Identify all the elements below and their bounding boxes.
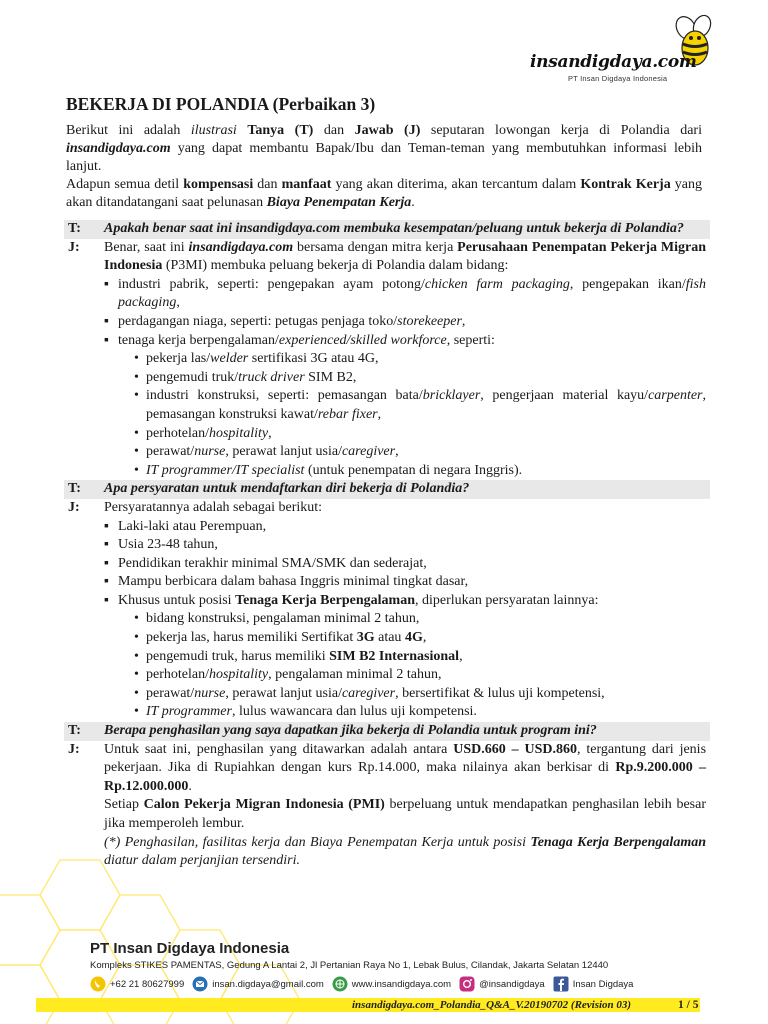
- list-item: ▪ Mampu berbicara dalam bahasa Inggris minimal tingkat dasar,: [104, 573, 706, 592]
- question-row: [64, 220, 710, 239]
- answer-content: [104, 741, 710, 871]
- requirement-list: [104, 518, 706, 723]
- question-text: Apakah benar saat ini insandigdaya.com membuka kesempatan/peluang untuk bekerja di Polandia?: [104, 221, 684, 236]
- question-label: T:: [68, 221, 81, 236]
- intro-section: [66, 122, 702, 212]
- page-number: 1 / 5: [678, 999, 699, 1011]
- list-item: [104, 332, 706, 481]
- sub-list-item: • bidang konstruksi, pengalaman minimal 2 tahun,: [132, 610, 706, 629]
- list-item: ▪ Laki-laki atau Perempuan,: [104, 518, 706, 537]
- sub-list-item: • pengemudi truk, harus memiliki SIM B2 Internasional,: [132, 648, 706, 667]
- answer-text-2: Setiap Calon Pekerja Migran Indonesia (PMI) berpeluang untuk mendapatkan penghasilan lebih besar jika memperoleh lembur.: [104, 797, 706, 831]
- footnote: (*) Penghasilan, fasilitas kerja dan Biaya Penempatan Kerja untuk posisi Tenaga Kerja Berpengalaman diatur dalam perjanjian tersendiri.: [104, 834, 706, 869]
- contact-email[interactable]: [192, 976, 324, 992]
- contact-facebook[interactable]: [553, 976, 634, 992]
- answer-row: [64, 741, 710, 871]
- contact-instagram-text: @insandigdaya: [479, 978, 545, 990]
- company-logo: [530, 14, 720, 84]
- intro-paragraph-2: Adapun semua detil kompensasi dan manfaat yang akan diterima, akan tercantum dalam Kontrak Kerja yang akan ditandatangani saat pelunasan Biaya Penempatan Kerja.: [66, 177, 703, 210]
- list-item: ▪ Pendidikan terakhir minimal SMA/SMK dan sederajat,: [104, 555, 706, 574]
- contact-phone[interactable]: [90, 976, 184, 992]
- page-title: BEKERJA DI POLANDIA (Perbaikan 3): [66, 94, 376, 114]
- sub-list-item: • IT programmer/IT specialist (untuk penempatan di negara Inggris).: [132, 462, 706, 481]
- answer-text: Persyaratannya adalah sebagai berikut:: [104, 499, 323, 515]
- answer-label: J:: [68, 499, 80, 515]
- question-label: T:: [68, 723, 81, 739]
- sub-list-item: • pengemudi truk/truck driver SIM B2,: [132, 369, 706, 388]
- contact-instagram[interactable]: [459, 976, 545, 992]
- answer-row: [64, 499, 710, 722]
- logo-brand: insandigdaya.com: [530, 52, 697, 72]
- list-item-text: Khusus untuk posisi Tenaga Kerja Berpengalaman, diperlukan persyaratan lainnya:: [118, 592, 599, 608]
- sub-list-item: • pekerja las, harus memiliki Sertifikat 3G atau 4G,: [132, 629, 706, 648]
- list-item: ▪ perdagangan niaga, seperti: petugas penjaga toko/storekeeper,: [104, 313, 706, 332]
- answer-text: Benar, saat ini insandigdaya.com bersama dengan mitra kerja Perusahaan Penempatan Pekerja Migran Indonesia (P3MI) membuka peluang bekerja di Polandia dalam bidang:: [104, 239, 706, 274]
- footer-contacts: [90, 974, 641, 994]
- question-row: [64, 722, 710, 741]
- list-item: ▪ Usia 23-48 tahun,: [104, 536, 706, 555]
- answer-text: Untuk saat ini, penghasilan yang ditawarkan adalah antara USD.660 – USD.860, tergantung dari jenis pekerjaan. Jika di Rupiahkan dengan kurs Rp.14.000, maka nilainya akan berkisar di Rp.9.200.000 – Rp.12.000.000.: [104, 741, 707, 794]
- list-item-text: tenaga kerja berpengalaman/experienced/skilled workforce, seperti:: [118, 332, 495, 348]
- question-text: Apa persyaratan untuk mendaftarkan diri bekerja di Polandia?: [104, 481, 470, 497]
- contact-web-text: www.insandigdaya.com: [351, 978, 452, 990]
- contact-phone-text: +62 21 80627999: [110, 978, 185, 990]
- question-row: [64, 480, 710, 499]
- sub-list-item: • industri konstruksi, seperti: pemasangan bata/bricklayer, pengerjaan material kayu/carpenter, pemasangan konstruksi kawat/rebar fixer,: [132, 387, 706, 424]
- document-reference: insandigdaya.com_Polandia_Q&A_V.20190702 (Revision 03): [352, 999, 632, 1011]
- sub-list: [118, 350, 706, 480]
- contact-web[interactable]: [332, 976, 451, 992]
- answer-label: J:: [68, 741, 80, 757]
- sub-list: [118, 610, 706, 722]
- field-list: [104, 276, 706, 481]
- sub-list-item: • IT programmer, lulus wawancara dan lulus uji kompetensi.: [132, 703, 706, 722]
- answer-content: [104, 499, 710, 722]
- qa-block-1: [64, 220, 710, 871]
- phone-icon: [90, 976, 106, 992]
- email-icon: [192, 976, 208, 992]
- answer-label: J:: [68, 239, 80, 255]
- facebook-icon: [553, 976, 569, 992]
- contact-email-text: insan.digdaya@gmail.com: [212, 978, 324, 990]
- answer-content: [104, 239, 710, 481]
- sub-list-item: • pekerja las/welder sertifikasi 3G atau 4G,: [132, 350, 706, 369]
- web-icon: [332, 976, 348, 992]
- sub-list-item: • perawat/nurse, perawat lanjut usia/caregiver, bersertifikat & lulus uji kompetensi,: [132, 685, 706, 704]
- sub-list-item: • perhotelan/hospitality,: [132, 425, 706, 444]
- intro-paragraph-1: Berikut ini adalah ilustrasi Tanya (T) dan Jawab (J) seputaran lowongan kerja di Polandia dari insandigdaya.com yang dapat membantu Bapak/Ibu dan Teman-teman yang membutuhkan informasi lebih lanjut.: [66, 123, 702, 174]
- footer-address: Kompleks STIKES PAMENTAS, Gedung A Lantai 2, Jl Pertanian Raya No 1, Lebak Bulus, Cilandak, Jakarta Selatan 12440: [90, 960, 609, 971]
- logo-subtitle: PT Insan Digdaya Indonesia: [568, 74, 668, 83]
- footer-company: PT Insan Digdaya Indonesia: [90, 940, 290, 957]
- answer-row: [64, 239, 710, 481]
- instagram-icon: [459, 976, 475, 992]
- sub-list-item: • perawat/nurse, perawat lanjut usia/caregiver,: [132, 443, 706, 462]
- list-item: ▪ industri pabrik, seperti: pengepakan ayam potong/chicken farm packaging, pengepakan ikan/fish packaging,: [104, 276, 706, 313]
- question-label: T:: [68, 481, 81, 497]
- list-item: [104, 592, 706, 722]
- sub-list-item: • perhotelan/hospitality, pengalaman minimal 2 tahun,: [132, 666, 706, 685]
- contact-facebook-text: Insan Digdaya: [572, 978, 634, 990]
- question-text: Berapa penghasilan yang saya dapatkan jika bekerja di Polandia untuk program ini?: [104, 723, 597, 739]
